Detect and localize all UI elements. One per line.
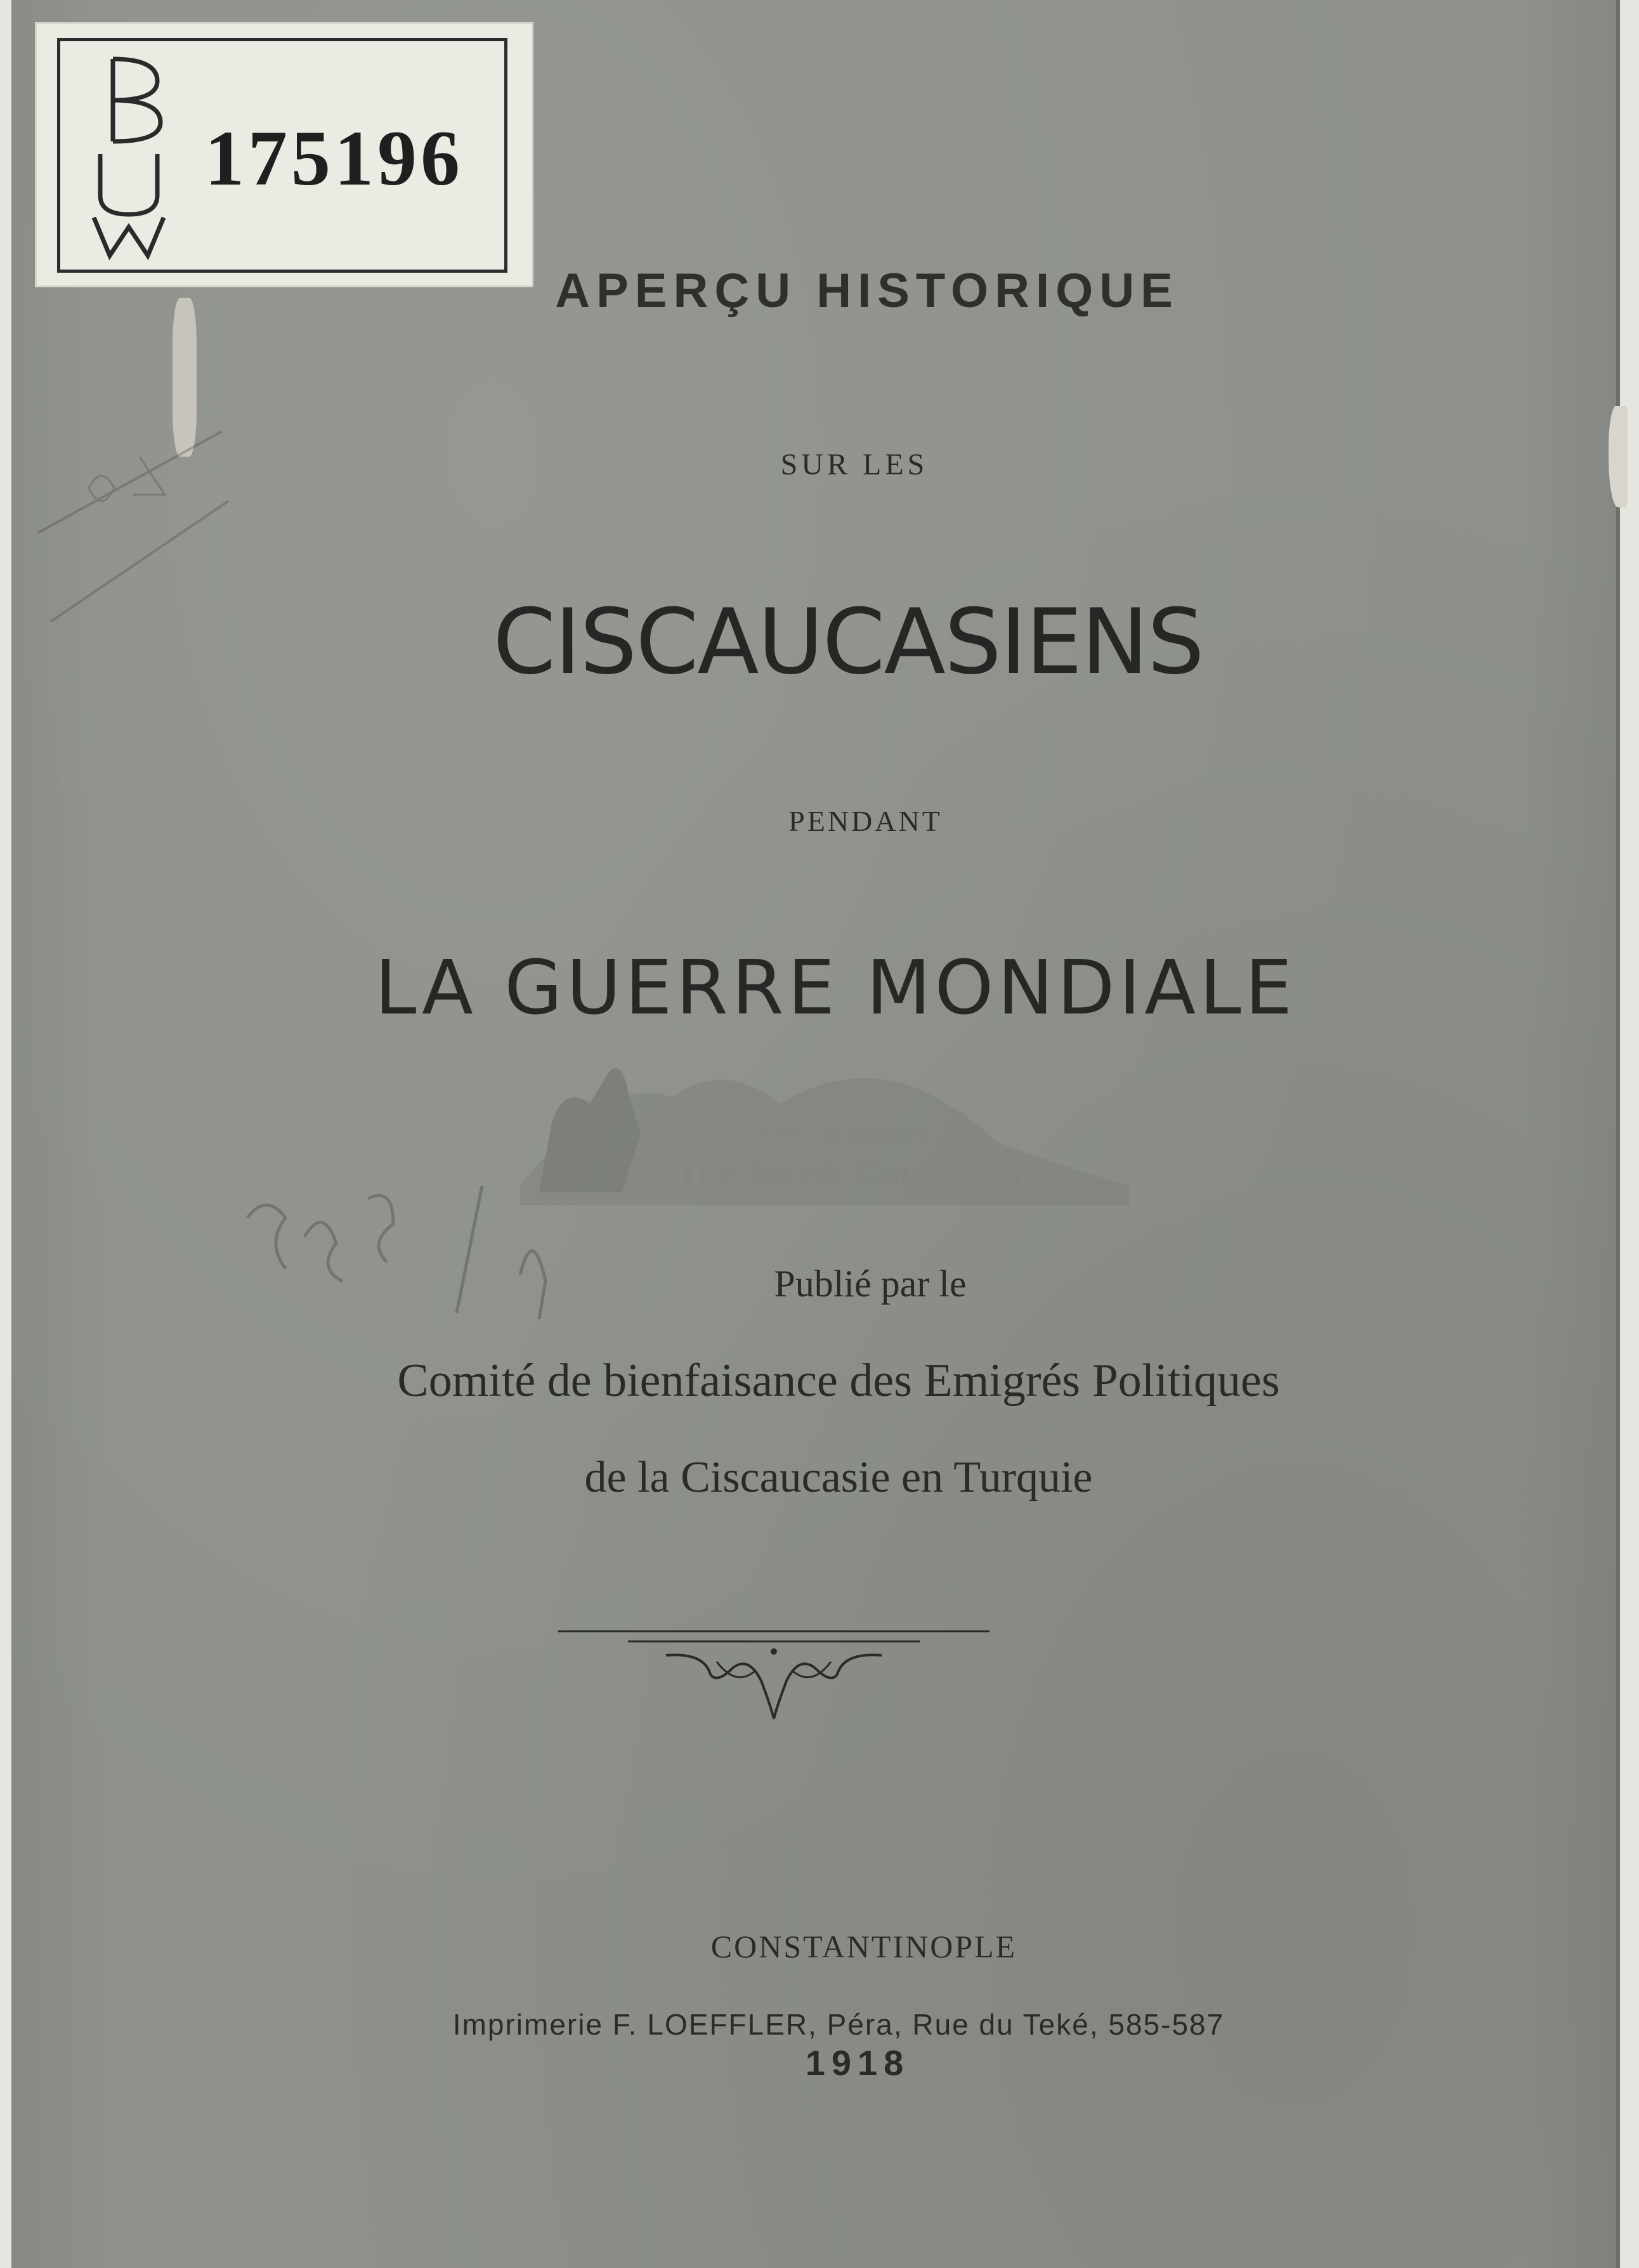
- title-line-guerre-mondiale: LA GUERRE MONDIALE: [374, 944, 1296, 1031]
- imprint-year: 1918: [805, 2043, 910, 2083]
- library-stamp: [37, 24, 532, 285]
- watermark-text-of: of: [800, 1143, 815, 1160]
- ornament-divider-icon: [552, 1624, 996, 1725]
- publisher-line-1: Comité de bienfaisance des Emigrés Politiques: [397, 1355, 1280, 1407]
- title-line-sur-les: SUR LES: [780, 448, 929, 481]
- watermark: [514, 1046, 1135, 1224]
- title-line-apercu: APERÇU HISTORIQUE: [555, 264, 1179, 318]
- watermark-text-north-caucasus: The North Caucasus: [677, 1155, 1022, 1193]
- title-line-pendant: PENDANT: [788, 805, 943, 837]
- publisher-intro: Publié par le: [774, 1263, 967, 1305]
- stamp-number: 175196: [205, 115, 464, 202]
- publisher-line-2: de la Ciscaucasie en Turquie: [584, 1453, 1093, 1502]
- watermark-text-historical: Historical Memory: [742, 1123, 929, 1147]
- imprint-city: CONSTANTINOPLE: [710, 1929, 1017, 1964]
- title-line-ciscaucasiens: CISCAUCASIENS: [493, 590, 1203, 694]
- imprint-printer: Imprimerie F. LOEFFLER, Péra, Rue du Teké, 585-587: [452, 2008, 1225, 2041]
- library-monogram-icon: [81, 46, 176, 262]
